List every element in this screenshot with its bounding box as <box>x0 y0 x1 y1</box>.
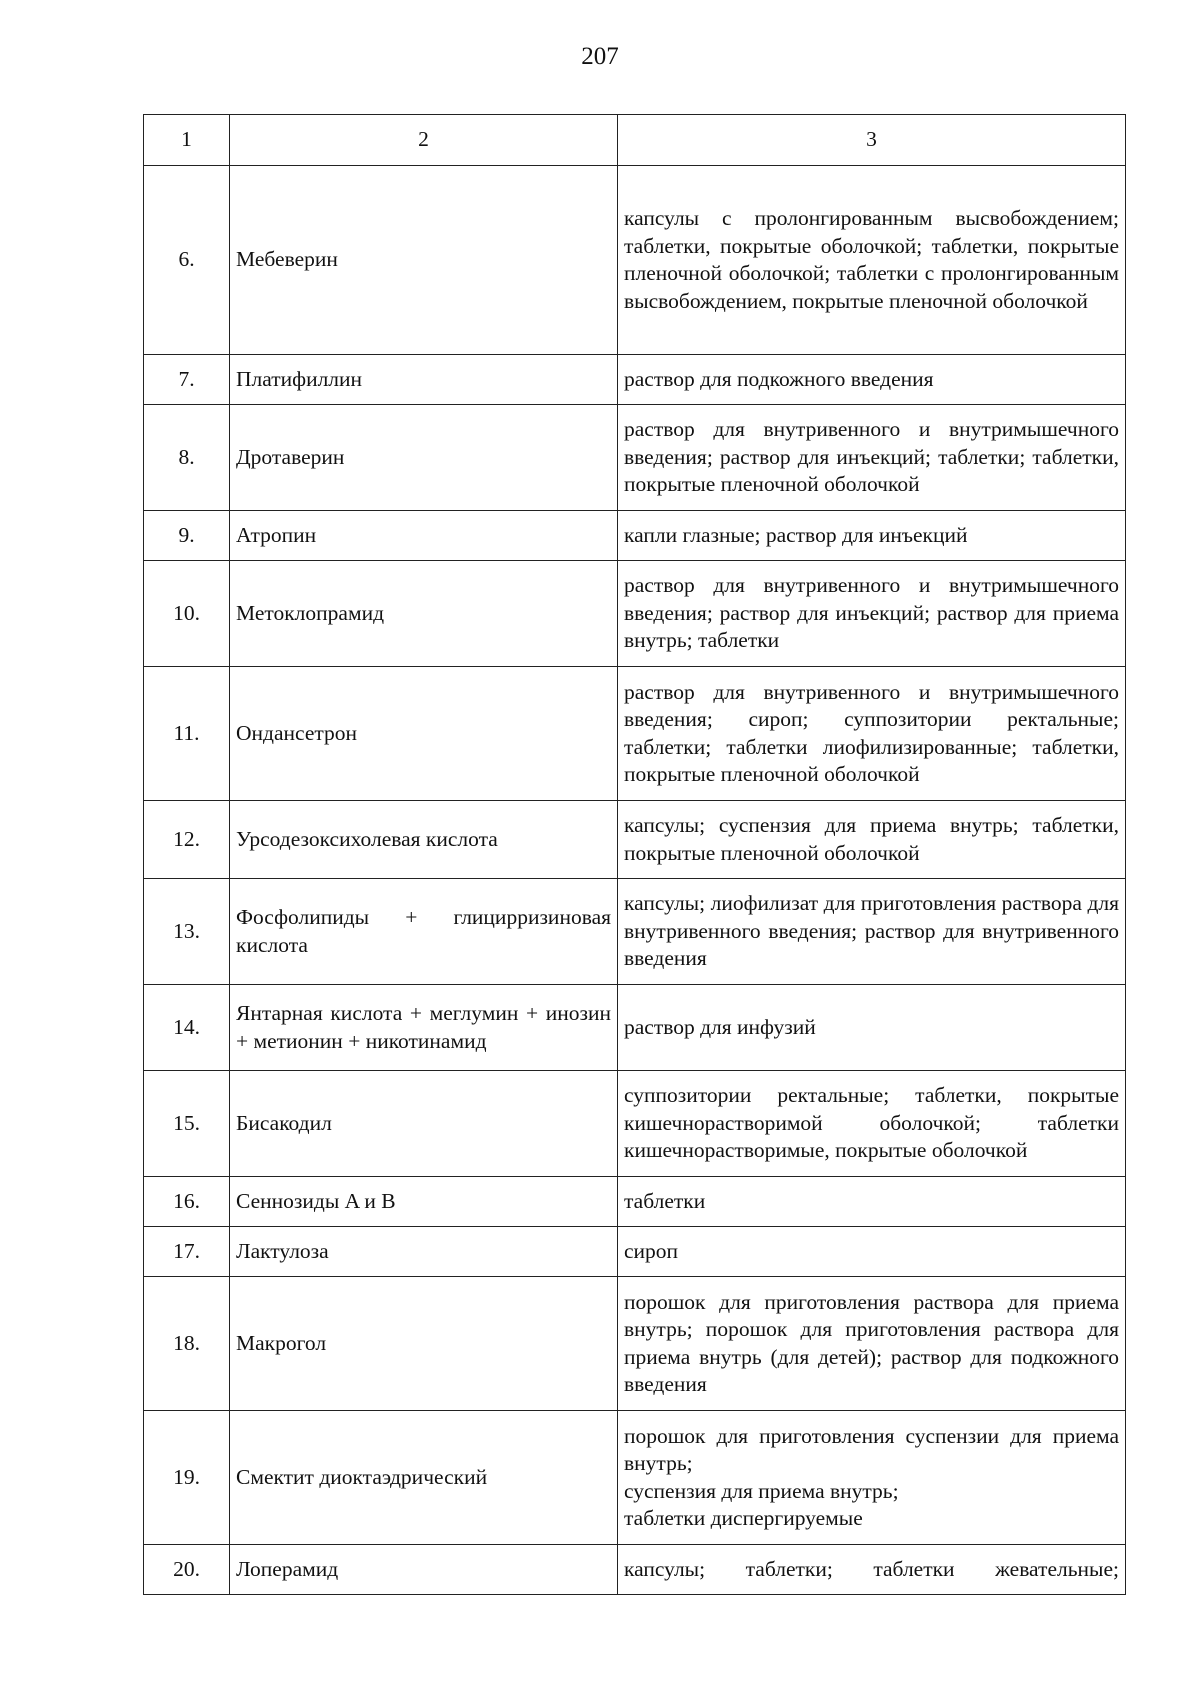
drug-name: Урсодезоксихолевая кислота <box>230 801 618 879</box>
row-number: 19. <box>144 1411 230 1545</box>
row-number: 20. <box>144 1545 230 1595</box>
table-row <box>144 561 1126 667</box>
dosage-form-line: таблетки диспергируемые <box>624 1506 863 1530</box>
table-header-row <box>144 115 1126 166</box>
drug-name: Бисакодил <box>230 1071 618 1177</box>
dosage-forms <box>618 511 1126 561</box>
row-number: 9. <box>144 511 230 561</box>
dosage-forms <box>618 801 1126 879</box>
drug-name: Лоперамид <box>230 1545 618 1595</box>
row-number: 8. <box>144 405 230 511</box>
drug-name: Мебеверин <box>230 166 618 355</box>
row-number: 16. <box>144 1177 230 1227</box>
table-row <box>144 511 1126 561</box>
drug-name: Ондансетрон <box>230 667 618 801</box>
dosage-form-line: раствор для внутривенного и внутримышечного введения; раствор для инъекций; раствор для приема внутрь; таблетки <box>624 573 1119 653</box>
row-number: 14. <box>144 985 230 1071</box>
dosage-forms <box>618 1227 1126 1277</box>
row-number: 12. <box>144 801 230 879</box>
dosage-forms <box>618 1277 1126 1411</box>
table-row <box>144 405 1126 511</box>
drug-name: Лактулоза <box>230 1227 618 1277</box>
drug-name: Платифиллин <box>230 355 618 405</box>
drug-table <box>143 114 1126 1595</box>
drug-name: Сеннозиды A и B <box>230 1177 618 1227</box>
dosage-forms <box>618 355 1126 405</box>
drug-name: Макрогол <box>230 1277 618 1411</box>
table-row <box>144 1277 1126 1411</box>
drug-name: Атропин <box>230 511 618 561</box>
drug-name: Фосфолипиды + глицирризиновая кислота <box>230 879 618 985</box>
table-row <box>144 985 1126 1071</box>
table-row <box>144 879 1126 985</box>
dosage-forms <box>618 166 1126 355</box>
dosage-forms <box>618 1411 1126 1545</box>
dosage-form-line: капли глазные; раствор для инъекций <box>624 522 968 547</box>
dosage-forms <box>618 1545 1126 1595</box>
dosage-forms <box>618 879 1126 985</box>
table-row <box>144 1227 1126 1277</box>
table-row <box>144 1177 1126 1227</box>
page-number: 207 <box>581 43 619 70</box>
dosage-forms <box>618 561 1126 667</box>
table-body <box>144 115 1126 1595</box>
dosage-form-line: таблетки <box>624 1188 706 1213</box>
dosage-form-line: раствор для внутривенного и внутримышечного введения; сироп; суппозитории ректальные; таблетки; таблетки лиофилизированные; таблетки, покрытые пленочной оболочкой <box>624 679 1119 786</box>
dosage-form-line: порошок для приготовления суспензии для приема внутрь; <box>624 1423 1119 1475</box>
row-number: 7. <box>144 355 230 405</box>
row-number: 18. <box>144 1277 230 1411</box>
row-number: 15. <box>144 1071 230 1177</box>
column-header-forms: 3 <box>618 115 1126 166</box>
dosage-form-line: раствор для внутривенного и внутримышечного введения; раствор для инъекций; таблетки; таблетки, покрытые пленочной оболочкой <box>624 417 1119 497</box>
column-header-number: 1 <box>144 115 230 166</box>
drug-name: Дротаверин <box>230 405 618 511</box>
table-row <box>144 1071 1126 1177</box>
dosage-form-line: суспензия для приема внутрь; <box>624 1478 899 1503</box>
dosage-forms <box>618 667 1126 801</box>
dosage-forms <box>618 1071 1126 1177</box>
dosage-form-line: капсулы с пролонгированным высвобождением; таблетки, покрытые оболочкой; таблетки, покрытые пленочной оболочкой; таблетки с пролонгированным высвобождением, покрытые пленочной оболочкой <box>624 206 1119 313</box>
row-number: 10. <box>144 561 230 667</box>
dosage-form-line: порошок для приготовления раствора для приема внутрь; порошок для приготовления раствора для приема внутрь (для детей); раствор для подкожного введения <box>624 1289 1119 1396</box>
dosage-form-line: раствор для инфузий <box>624 1014 816 1039</box>
row-number: 11. <box>144 667 230 801</box>
dosage-forms <box>618 405 1126 511</box>
table-row <box>144 1545 1126 1595</box>
row-number: 13. <box>144 879 230 985</box>
dosage-form-line: суппозитории ректальные; таблетки, покрытые кишечнорастворимой оболочкой; таблетки кишечнорастворимые, покрытые оболочкой <box>624 1083 1119 1163</box>
table-row <box>144 1411 1126 1545</box>
dosage-forms <box>618 1177 1126 1227</box>
dosage-form-line: капсулы; суспензия для приема внутрь; таблетки, покрытые пленочной оболочкой <box>624 813 1119 865</box>
drug-name: Смектит диоктаэдрический <box>230 1411 618 1545</box>
dosage-forms <box>618 985 1126 1071</box>
table-row <box>144 667 1126 801</box>
table-row <box>144 355 1126 405</box>
dosage-form-line: капсулы; лиофилизат для приготовления раствора для внутривенного введения; раствор для внутривенного введения <box>624 891 1119 971</box>
dosage-form-line: капсулы; таблетки; таблетки жевательные; <box>624 1556 1119 1581</box>
dosage-form-line: сироп <box>624 1238 679 1263</box>
drug-name: Янтарная кислота + меглумин + инозин + метионин + никотинамид <box>230 985 618 1071</box>
dosage-form-line: раствор для подкожного введения <box>624 366 934 391</box>
table-row <box>144 166 1126 355</box>
row-number: 17. <box>144 1227 230 1277</box>
drug-name: Метоклопрамид <box>230 561 618 667</box>
column-header-name: 2 <box>230 115 618 166</box>
table-row <box>144 801 1126 879</box>
row-number: 6. <box>144 166 230 355</box>
